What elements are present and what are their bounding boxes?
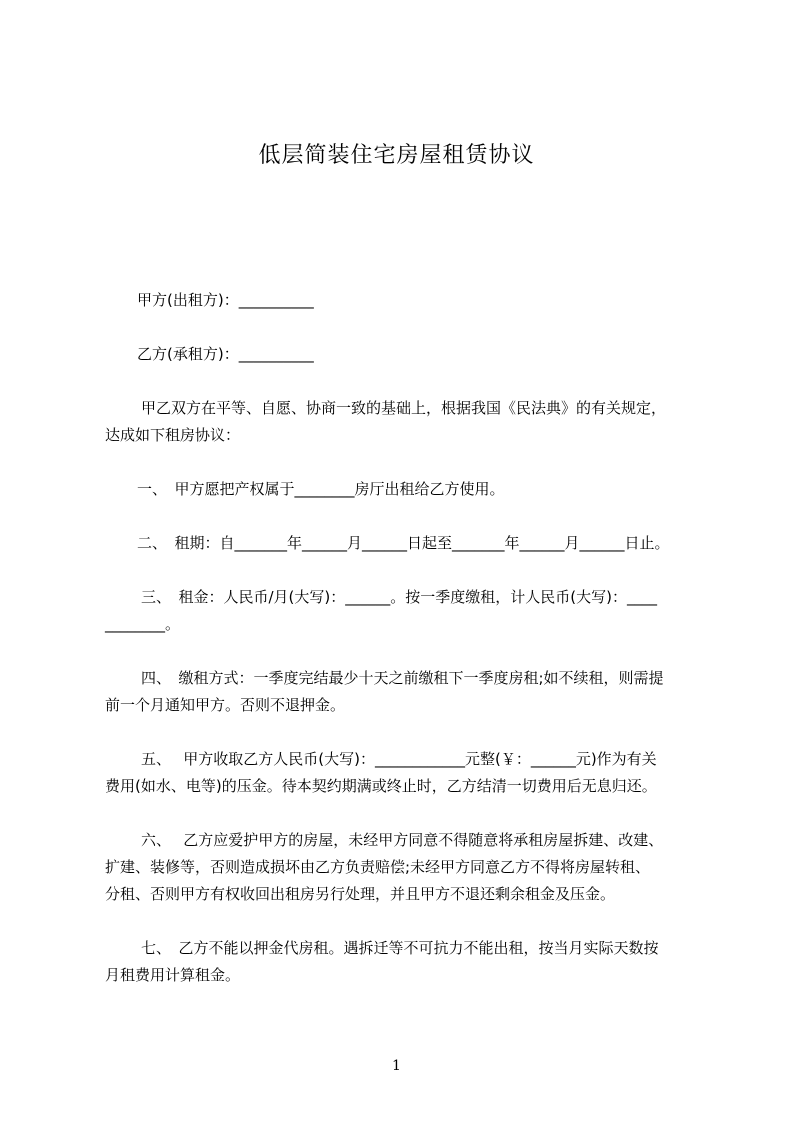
party-b-line: 乙方(承租方)：__________ [137, 345, 314, 363]
page-number: 1 [392, 1058, 401, 1074]
clause-line: 四、 缴租方式：一季度完结最少十天之前缴租下一季度房租;如不续租，则需提 [141, 669, 664, 687]
clause-line: 费用(如水、电等)的压金。待本契约期满或终止时，乙方结清一切费用后无息归还。 [105, 777, 657, 795]
clause-line: 六、 乙方应爱护甲方的房屋，未经甲方同意不得随意将承租房屋拆建、改建、 [141, 831, 664, 849]
clause-line: 一、 甲方愿把产权属于________房厅出租给乙方使用。 [137, 480, 505, 498]
party-a-line: 甲方(出租方)：__________ [137, 291, 314, 309]
clause-line: 三、 租金：人民币/月(大写)：______。按一季度缴租，计人民币(大写)：____ [141, 588, 657, 606]
clause-line: 月租费用计算租金。 [105, 966, 241, 984]
clause-line: 七、 乙方不能以押金代房租。遇拆迁等不可抗力不能出租，按当月实际天数按 [141, 939, 659, 957]
clause-line: ________。 [105, 615, 181, 633]
clause-line: 五、 甲方收取乙方人民币(大写)：____________元整(￥：______元)作为有关 [141, 750, 657, 768]
document-title: 低层简装住宅房屋租赁协议 [258, 143, 535, 168]
intro-line: 达成如下租房协议： [105, 426, 241, 444]
clause-line: 二、 租期：自_______年______月______日起至_______年______月______日止。 [137, 534, 670, 552]
clause-line: 前一个月通知甲方。否则不退押金。 [105, 696, 346, 714]
clause-line: 分租、否则甲方有权收回出租房另行处理，并且甲方不退还剩余租金及压金。 [105, 885, 616, 903]
clause-line: 扩建、装修等，否则造成损坏由乙方负责赔偿;未经甲方同意乙方不得将房屋转租、 [105, 858, 651, 876]
intro-line: 甲乙双方在平等、自愿、协商一致的基础上，根据我国《民法典》的有关规定， [141, 399, 667, 417]
